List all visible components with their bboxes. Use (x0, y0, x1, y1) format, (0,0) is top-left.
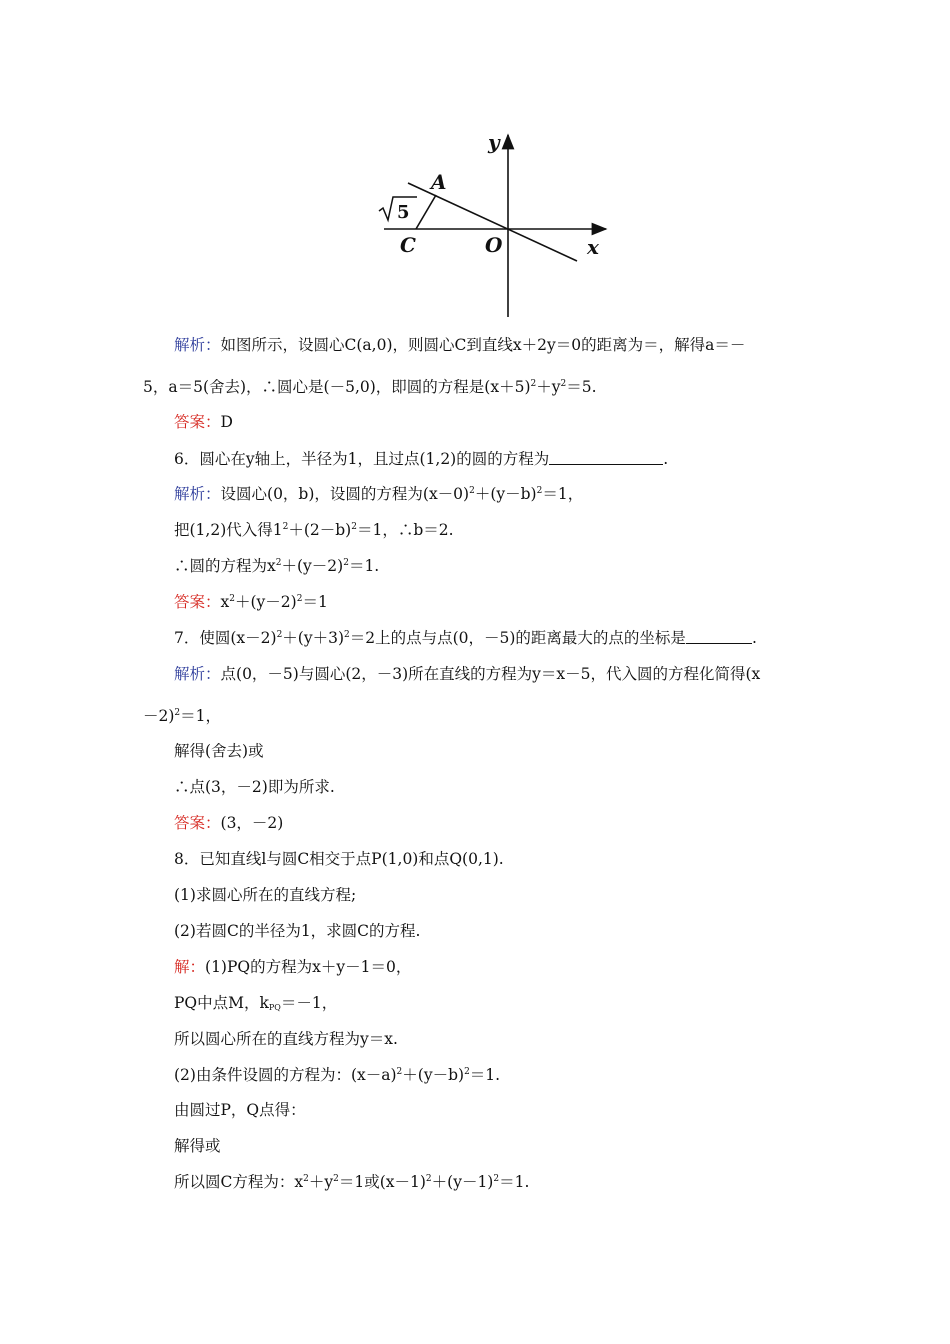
q8-jie-line1: 解：(1)PQ的方程为x＋y－1＝0， (174, 958, 412, 976)
jiexi-tag: 解析： (174, 485, 221, 503)
answer-tag: 答案： (174, 413, 221, 431)
q7-question: 7．使圆$(x-2)^2+(y+3)^2=2$上的点与点(0，－5)的距离最大的点的坐标是 . (174, 629, 757, 647)
q6-question: 6．圆心在y轴上，半径为1，且过点(1,2)的圆的方程为 . (174, 450, 669, 468)
sqrt-number: 5 (397, 202, 410, 223)
jie-tag: 解： (174, 958, 206, 976)
segment-CA (416, 195, 436, 229)
q8-line3: 所以圆心所在的直线方程为y＝x. (174, 1030, 398, 1048)
q8-line4: (2)由条件设圆的方程为：$(x-a)^2+(y-b)^2=1$. (174, 1066, 501, 1084)
q7-line4: ∴点(3，－2)即为所求. (174, 778, 335, 796)
q7-answer: 答案：(3，－2) (174, 814, 284, 832)
q8-line2: PQ中点M，$k_{PQ}=-1$， (174, 994, 338, 1012)
q8-question: 8．已知直线l与圆C相交于点P(1,0)和点Q(0,1). (174, 850, 504, 868)
q6-answer: 答案：$x^2+(y-2)^2=1$ (174, 593, 328, 611)
q7-line3: 解得(舍去)或 (174, 742, 264, 760)
answer-tag: 答案： (174, 593, 221, 611)
point-c-label: C (400, 233, 416, 257)
answer-blank (686, 629, 752, 644)
q8-part1: (1)求圆心所在的直线方程; (174, 886, 357, 904)
q5-jiexi-line1: 解析：如图所示，设圆心C(a,0)，则圆心C到直线x＋2y＝0的距离为＝，解得a＝－ (174, 336, 746, 354)
coordinate-figure (370, 125, 620, 325)
q8-part2: (2)若圆C的半径为1，求圆C的方程. (174, 922, 421, 940)
q5-answer: 答案：D (174, 413, 233, 431)
q8-line5: 由圆过P，Q点得： (174, 1101, 306, 1119)
origin-label: O (485, 233, 503, 257)
point-a-label: A (431, 170, 447, 194)
y-axis-label: y (488, 130, 500, 154)
q7-jiexi-line2: －2)$^2$＝1， (143, 707, 222, 725)
q6-line2: 把(1,2)代入得$1^2+(2-b)^2=1$，∴b＝2. (174, 521, 454, 539)
answer-tag: 答案： (174, 814, 221, 832)
x-axis-label: x (587, 235, 599, 259)
q5-jiexi-line2: 5，a＝5(舍去)，∴圆心是(－5,0)，即圆的方程是$(x+5)^2+y^2=5$. (143, 378, 597, 396)
answer-blank (549, 450, 663, 465)
q8-line7: 所以圆C方程为：$x^2+y^2=1$或$(x-1)^2+(y-1)^2=1$. (174, 1173, 530, 1191)
jiexi-tag: 解析： (174, 665, 221, 683)
q6-line3: ∴圆的方程为$x^2+(y-2)^2=1$. (174, 557, 380, 575)
jiexi-tag: 解析： (174, 336, 221, 354)
q7-jiexi-line1: 解析：点(0，－5)与圆心(2，－3)所在直线的方程为y＝x－5，代入圆的方程化简得(x (174, 665, 761, 683)
q8-line6: 解得或 (174, 1137, 221, 1155)
q6-jiexi-line1: 解析：设圆心(0，b)，设圆的方程为$(x-0)^2+(y-b)^2=1$， (174, 485, 584, 503)
